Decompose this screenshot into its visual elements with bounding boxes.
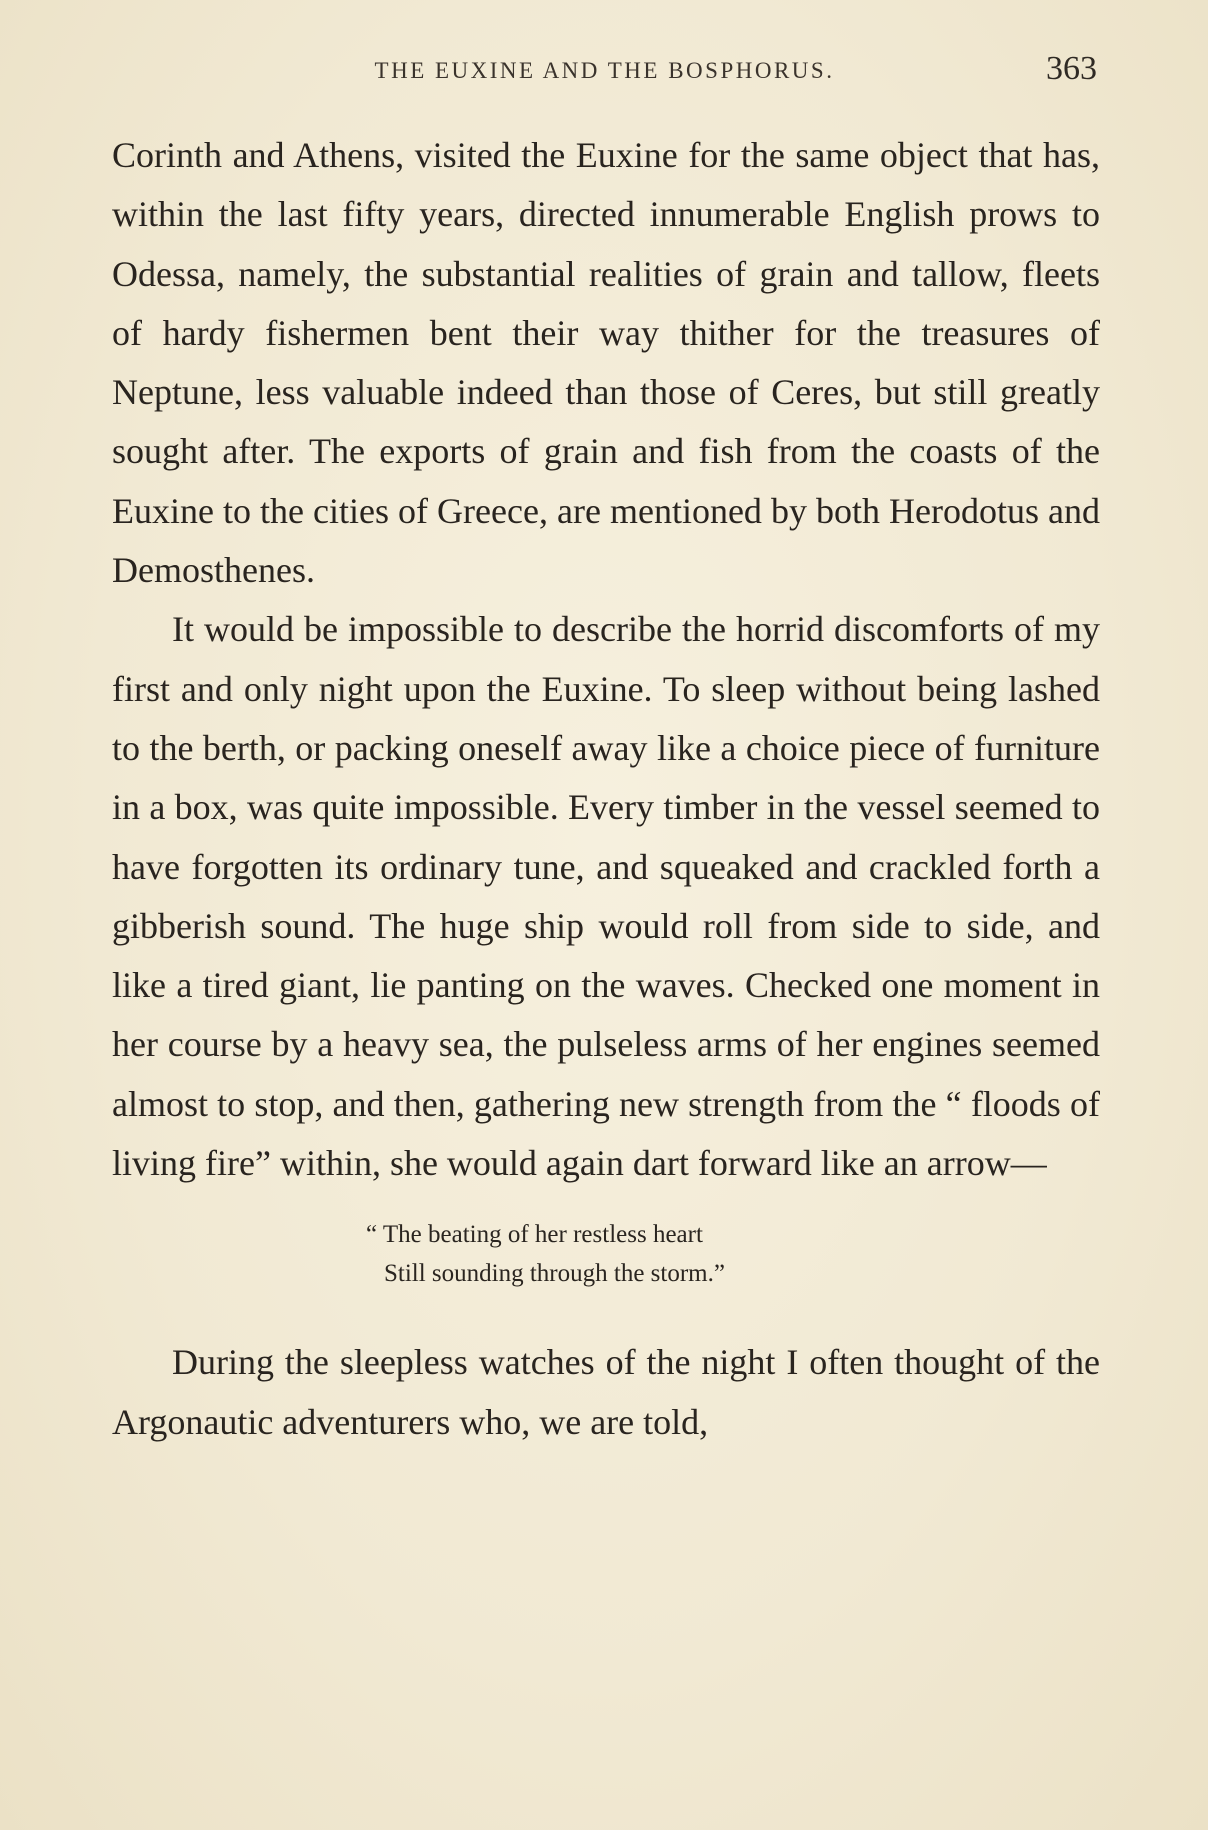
verse-quote xyxy=(366,1215,1100,1293)
paragraph-3: During the sleepless watches of the night I often thought of the Argonautic adventurers who, we are told, xyxy=(112,1342,1100,1442)
page-number: 363 xyxy=(1046,50,1097,87)
paragraph-2: It would be impossible to describe the horrid discomforts of my first and only night upon the Euxine. To sleep without being lashed to the berth, or packing oneself away like a choice piece of furniture in a box, was quite impossible. Every timber in the vessel seemed to have forgotten its ordinary tune, and squeaked and crackled forth a gibberish sound. The huge ship would roll from side to side, and like a tired giant, lie panting on the waves. Checked one moment in her course by a heavy sea, the pulseless arms of her engines seemed almost to stop, and then, gathering new strength from the “ floods of living fire” within, she would again dart forward like an arrow— xyxy=(112,609,1100,1184)
body-text xyxy=(112,126,1100,1452)
paragraph-1: Corinth and Athens, visited the Euxine for the same object that has, within the last fifty years, directed innumerable English prows to Odessa, namely, the substantial realities of grain and tallow, fleets of hardy fishermen bent their way thither for the treasures of Neptune, less valuable indeed than those of Ceres, but still greatly sought after. The exports of grain and fish from the coasts of the Euxine to the cities of Greece, are mentioned by both Herodotus and Demosthenes. xyxy=(112,135,1100,591)
running-head xyxy=(112,50,1097,90)
verse-line-1: “ The beating of her restless heart xyxy=(366,1221,703,1249)
running-title: THE EUXINE AND THE BOSPHORUS. xyxy=(374,58,835,83)
verse-line-2: Still sounding through the storm.” xyxy=(384,1260,725,1288)
